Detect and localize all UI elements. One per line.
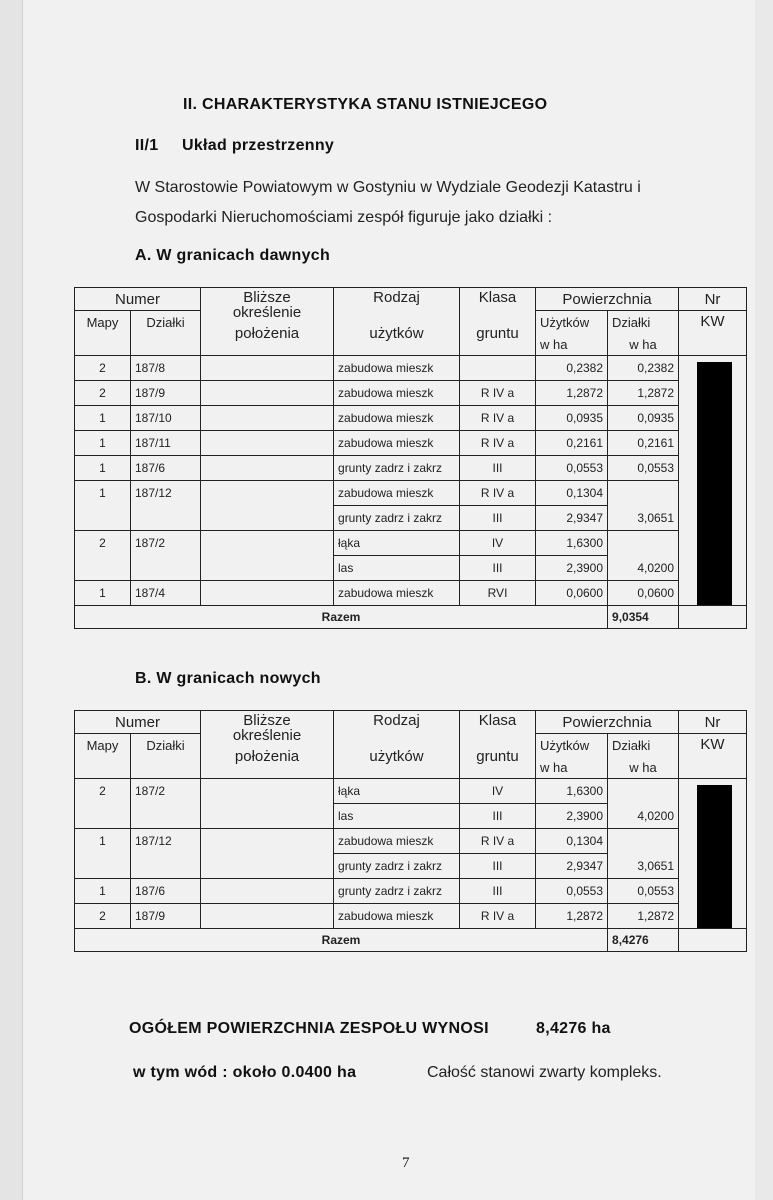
table-row	[75, 904, 747, 929]
cell-dzialka: 187/12	[131, 481, 201, 506]
redacted-kw-block	[679, 356, 747, 606]
cell-blizsze	[201, 556, 334, 581]
table-a-total-value: 9,0354	[608, 606, 679, 629]
cell-uzytkow: 0,0600	[536, 581, 608, 606]
header-blizsze	[201, 288, 334, 356]
header-pow-dzialki: Działki	[608, 734, 679, 757]
header-pow-dzialki-unit: w ha	[608, 333, 679, 356]
table-row	[75, 481, 747, 506]
table-b-total-label: Razem	[75, 929, 608, 952]
redacted-kw-block	[679, 779, 747, 929]
subsection-title: Układ przestrzenny	[182, 137, 335, 154]
cell-dzialka: 187/6	[131, 879, 201, 904]
cell-rodzaj: łąka	[334, 779, 460, 804]
header-rodzaj	[334, 711, 460, 779]
cell-uzytkow: 0,0553	[536, 456, 608, 481]
cell-blizsze	[201, 904, 334, 929]
cell-mapy	[75, 506, 131, 531]
cell-dzialki-area	[608, 531, 679, 556]
cell-blizsze	[201, 356, 334, 381]
header-blizsze-1: Bliższe	[243, 712, 291, 729]
table-row	[75, 804, 747, 829]
redaction-bar	[697, 362, 732, 605]
cell-mapy: 1	[75, 406, 131, 431]
cell-mapy: 1	[75, 829, 131, 854]
header-rodzaj	[334, 288, 460, 356]
table-row	[75, 556, 747, 581]
cell-dzialki-area: 4,0200	[608, 804, 679, 829]
cell-blizsze	[201, 581, 334, 606]
header-klasa	[460, 288, 536, 356]
cell-uzytkow: 1,6300	[536, 779, 608, 804]
cell-dzialka: 187/2	[131, 531, 201, 556]
cell-dzialki-area	[608, 779, 679, 804]
header-pow-uzytkow-unit: w ha	[536, 756, 608, 779]
subsection-number: II/1	[135, 137, 159, 154]
cell-rodzaj: zabudowa mieszk	[334, 356, 460, 381]
cell-uzytkow: 0,1304	[536, 829, 608, 854]
cell-dzialki-area: 3,0651	[608, 854, 679, 879]
cell-dzialka: 187/6	[131, 456, 201, 481]
cell-klasa: R IV a	[460, 481, 536, 506]
cell-dzialka: 187/10	[131, 406, 201, 431]
cell-blizsze	[201, 879, 334, 904]
header-polozenia: położenia	[234, 325, 300, 342]
cell-dzialki-area	[608, 829, 679, 854]
header-pow-dzialki: Działki	[608, 311, 679, 334]
cell-dzialki-area: 0,2161	[608, 431, 679, 456]
header-rodzaj-1: Rodzaj	[373, 289, 420, 306]
cell-dzialki-area: 0,0600	[608, 581, 679, 606]
table-row	[75, 381, 747, 406]
cell-klasa: III	[460, 456, 536, 481]
cell-klasa: III	[460, 804, 536, 829]
table-a-total-kw	[679, 606, 747, 629]
cell-uzytkow: 0,2382	[536, 356, 608, 381]
header-nr: Nr	[679, 288, 747, 311]
cell-blizsze	[201, 829, 334, 854]
cell-dzialki-area: 1,2872	[608, 381, 679, 406]
cell-blizsze	[201, 854, 334, 879]
cell-klasa: III	[460, 854, 536, 879]
table-a-title: A. W granicach dawnych	[135, 247, 331, 264]
cell-dzialka: 187/12	[131, 829, 201, 854]
cell-dzialki-area: 0,0935	[608, 406, 679, 431]
header-klasa	[460, 711, 536, 779]
summary-total-label: OGÓŁEM POWIERZCHNIA ZESPOŁU WYNOSI	[129, 1020, 489, 1037]
intro-line-1: W Starostowie Powiatowym w Gostyniu w Wydziale Geodezji Katastru i	[135, 179, 641, 196]
header-uzytkow: użytków	[369, 325, 424, 342]
cell-uzytkow: 0,0935	[536, 406, 608, 431]
cell-blizsze	[201, 406, 334, 431]
cell-rodzaj: łąka	[334, 531, 460, 556]
table-row	[75, 406, 747, 431]
summary-compact: Całość stanowi zwarty kompleks.	[427, 1064, 662, 1081]
cell-blizsze	[201, 779, 334, 804]
cell-uzytkow: 0,2161	[536, 431, 608, 456]
cell-blizsze	[201, 431, 334, 456]
table-row	[75, 779, 747, 804]
table-row	[75, 506, 747, 531]
cell-mapy: 1	[75, 879, 131, 904]
cell-mapy: 2	[75, 531, 131, 556]
redaction-bar	[697, 785, 732, 928]
cell-uzytkow: 1,2872	[536, 381, 608, 406]
header-pow-uzytkow: Użytków	[536, 311, 608, 334]
cell-dzialka: 187/4	[131, 581, 201, 606]
table-b-title: B. W granicach nowych	[135, 670, 321, 687]
summary-total-value: 8,4276 ha	[536, 1020, 611, 1037]
header-kw: KW	[679, 734, 747, 779]
cell-dzialka: 187/8	[131, 356, 201, 381]
cell-rodzaj: las	[334, 556, 460, 581]
header-blizsze-2: określenie	[232, 727, 302, 744]
cell-dzialki-area: 0,0553	[608, 879, 679, 904]
cell-blizsze	[201, 804, 334, 829]
cell-dzialka: 187/9	[131, 381, 201, 406]
page-right-edge	[755, 0, 773, 1200]
cell-mapy	[75, 854, 131, 879]
header-gruntu: gruntu	[476, 748, 519, 765]
cell-klasa: R IV a	[460, 904, 536, 929]
cell-klasa: R IV a	[460, 431, 536, 456]
cell-rodzaj: zabudowa mieszk	[334, 406, 460, 431]
cell-uzytkow: 1,2872	[536, 904, 608, 929]
header-numer: Numer	[75, 288, 201, 311]
table-row	[75, 356, 747, 381]
cell-dzialka	[131, 556, 201, 581]
header-powierzchnia: Powierzchnia	[536, 288, 679, 311]
cell-uzytkow: 0,1304	[536, 481, 608, 506]
cell-uzytkow: 2,9347	[536, 506, 608, 531]
cell-rodzaj: zabudowa mieszk	[334, 829, 460, 854]
header-klasa-1: Klasa	[478, 289, 517, 306]
cell-rodzaj: zabudowa mieszk	[334, 581, 460, 606]
cell-dzialki-area: 3,0651	[608, 506, 679, 531]
cell-klasa: RVI	[460, 581, 536, 606]
table-a-total-label: Razem	[75, 606, 608, 629]
cell-dzialki-area: 0,2382	[608, 356, 679, 381]
cell-mapy: 2	[75, 356, 131, 381]
cell-mapy: 1	[75, 456, 131, 481]
header-dzialki: Działki	[131, 311, 201, 356]
cell-uzytkow: 2,9347	[536, 854, 608, 879]
summary-water: w tym wód : około 0.0400 ha	[133, 1064, 357, 1081]
header-gruntu: gruntu	[476, 325, 519, 342]
cell-dzialki-area: 0,0553	[608, 456, 679, 481]
header-blizsze-1: Bliższe	[243, 289, 291, 306]
table-b-total-value: 8,4276	[608, 929, 679, 952]
cell-blizsze	[201, 481, 334, 506]
cell-klasa: R IV a	[460, 381, 536, 406]
header-pow-uzytkow: Użytków	[536, 734, 608, 757]
cell-dzialka	[131, 854, 201, 879]
table-row	[75, 854, 747, 879]
header-blizsze	[201, 711, 334, 779]
header-powierzchnia: Powierzchnia	[536, 711, 679, 734]
cell-mapy	[75, 804, 131, 829]
cell-blizsze	[201, 381, 334, 406]
cell-blizsze	[201, 456, 334, 481]
cell-klasa: III	[460, 506, 536, 531]
cell-rodzaj: zabudowa mieszk	[334, 431, 460, 456]
header-pow-dzialki-unit: w ha	[608, 756, 679, 779]
header-polozenia: położenia	[234, 748, 300, 765]
cell-mapy: 1	[75, 481, 131, 506]
header-dzialki: Działki	[131, 734, 201, 779]
cell-dzialki-area: 1,2872	[608, 904, 679, 929]
cell-mapy: 2	[75, 779, 131, 804]
cell-rodzaj: zabudowa mieszk	[334, 481, 460, 506]
header-blizsze-2: określenie	[232, 304, 302, 321]
cell-uzytkow: 1,6300	[536, 531, 608, 556]
cell-dzialki-area	[608, 481, 679, 506]
page-number: 7	[402, 1155, 410, 1171]
cell-klasa: R IV a	[460, 406, 536, 431]
header-numer: Numer	[75, 711, 201, 734]
cell-mapy: 1	[75, 581, 131, 606]
intro-line-2: Gospodarki Nieruchomościami zespół figuruje jako działki :	[135, 209, 553, 226]
header-nr: Nr	[679, 711, 747, 734]
cell-klasa: R IV a	[460, 829, 536, 854]
cell-mapy: 2	[75, 904, 131, 929]
cell-dzialka: 187/9	[131, 904, 201, 929]
cell-blizsze	[201, 506, 334, 531]
header-mapy: Mapy	[75, 734, 131, 779]
cell-rodzaj: grunty zadrz i zakrz	[334, 456, 460, 481]
header-uzytkow: użytków	[369, 748, 424, 765]
cell-uzytkow: 0,0553	[536, 879, 608, 904]
cell-klasa: IV	[460, 531, 536, 556]
cell-klasa	[460, 356, 536, 381]
cell-uzytkow: 2,3900	[536, 804, 608, 829]
table-b-total-kw	[679, 929, 747, 952]
header-kw: KW	[679, 311, 747, 356]
cell-dzialka: 187/11	[131, 431, 201, 456]
cell-uzytkow: 2,3900	[536, 556, 608, 581]
cell-rodzaj: grunty zadrz i zakrz	[334, 854, 460, 879]
header-klasa-1: Klasa	[478, 712, 517, 729]
table-row	[75, 581, 747, 606]
table-row	[75, 456, 747, 481]
page-binding-edge	[0, 0, 23, 1200]
cell-rodzaj: las	[334, 804, 460, 829]
table-row	[75, 431, 747, 456]
cell-dzialka: 187/2	[131, 779, 201, 804]
cell-dzialki-area: 4,0200	[608, 556, 679, 581]
header-mapy: Mapy	[75, 311, 131, 356]
parcel-table-new	[74, 710, 747, 952]
section-title: II. CHARAKTERYSTYKA STANU ISTNIEJCEGO	[183, 96, 548, 113]
cell-rodzaj: grunty zadrz i zakrz	[334, 506, 460, 531]
cell-blizsze	[201, 531, 334, 556]
parcel-table-old	[74, 287, 747, 629]
cell-mapy: 1	[75, 431, 131, 456]
cell-dzialka	[131, 804, 201, 829]
cell-rodzaj: zabudowa mieszk	[334, 381, 460, 406]
table-row	[75, 531, 747, 556]
header-rodzaj-1: Rodzaj	[373, 712, 420, 729]
cell-dzialka	[131, 506, 201, 531]
header-pow-uzytkow-unit: w ha	[536, 333, 608, 356]
cell-rodzaj: zabudowa mieszk	[334, 904, 460, 929]
cell-klasa: III	[460, 556, 536, 581]
cell-mapy	[75, 556, 131, 581]
cell-klasa: III	[460, 879, 536, 904]
cell-mapy: 2	[75, 381, 131, 406]
cell-klasa: IV	[460, 779, 536, 804]
table-row	[75, 829, 747, 854]
cell-rodzaj: grunty zadrz i zakrz	[334, 879, 460, 904]
table-row	[75, 879, 747, 904]
